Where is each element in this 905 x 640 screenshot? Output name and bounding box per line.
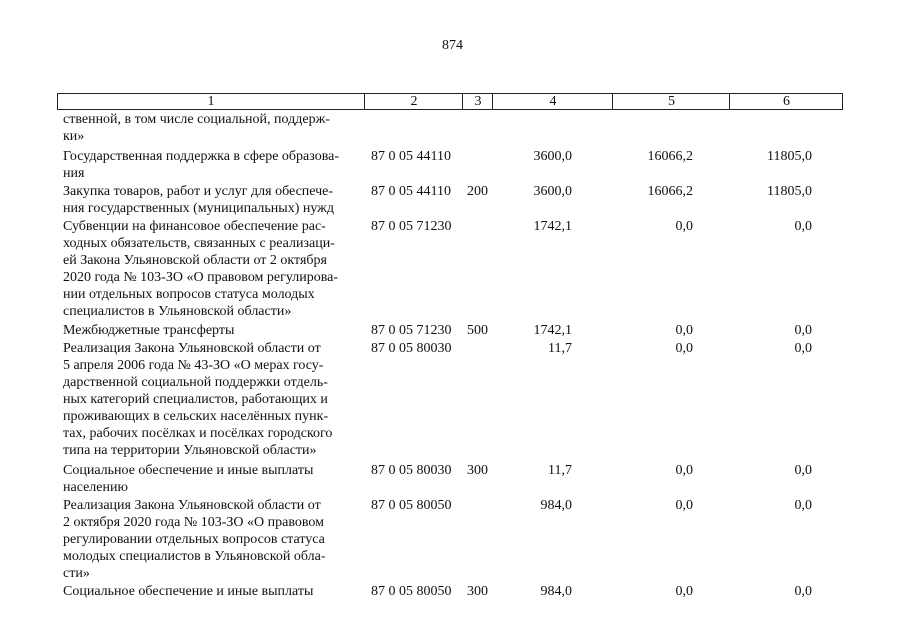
- row-value-col6: 0,0: [794, 323, 812, 338]
- header-col-4: 4: [492, 94, 613, 109]
- header-col-2: 2: [364, 94, 463, 109]
- row-code: 87 0 05 71230: [371, 219, 452, 234]
- row-value-col5: 0,0: [675, 584, 693, 599]
- row-name: ственной, в том числе социальной, поддерж- ки»: [63, 112, 330, 144]
- row-value-col4: 984,0: [540, 498, 572, 513]
- row-name: Социальное обеспечение и иные выплаты: [63, 584, 314, 599]
- row-expense-type: 300: [467, 584, 488, 599]
- row-value-col5: 16066,2: [647, 184, 693, 199]
- row-code: 87 0 05 80050: [371, 498, 452, 513]
- row-expense-type: 300: [467, 463, 488, 478]
- row-name: Межбюджетные трансферты: [63, 323, 235, 338]
- row-name: Субвенции на финансовое обеспечение рас- ходных обязательств, связанных с реализаци- ей Закона Ульяновской области от 2 октября 2020 года № 103-ЗО «О правовом регулирова- нии отдельных вопросов статуса молодых специалистов в Ульяновской области»: [63, 219, 339, 319]
- row-code: 87 0 05 71230: [371, 323, 452, 338]
- row-name: Государственная поддержка в сфере образова- ния: [63, 149, 340, 181]
- row-code: 87 0 05 80030: [371, 341, 452, 356]
- row-value-col6: 0,0: [794, 219, 812, 234]
- row-value-col5: 0,0: [675, 463, 693, 478]
- row-code: 87 0 05 44110: [371, 149, 451, 164]
- page-number: 874: [442, 38, 463, 53]
- row-name: Реализация Закона Ульяновской области от 5 апреля 2006 года № 43-ЗО «О мерах госу- дарственной социальной поддержки отдель- ных категорий специалистов, работающих и проживающих в сельских населённых пунк- тах, рабочих посёлках и посёлках городского типа на территории Ульяновской области»: [63, 341, 333, 458]
- row-value-col6: 0,0: [794, 341, 812, 356]
- row-name: Реализация Закона Ульяновской области от 2 октября 2020 года № 103-ЗО «О правовом регулировании отдельных вопросов статуса молодых специалистов в Ульяновской обла- сти»: [63, 498, 326, 581]
- row-code: 87 0 05 80050: [371, 584, 452, 599]
- row-value-col6: 0,0: [794, 463, 812, 478]
- row-value-col5: 0,0: [675, 498, 693, 513]
- row-value-col4: 1742,1: [533, 323, 572, 338]
- row-expense-type: 500: [467, 323, 488, 338]
- header-col-3: 3: [462, 94, 493, 109]
- row-value-col4: 11,7: [548, 463, 572, 478]
- row-value-col5: 16066,2: [647, 149, 693, 164]
- row-value-col6: 11805,0: [767, 149, 812, 164]
- row-value-col5: 0,0: [675, 219, 693, 234]
- row-code: 87 0 05 80030: [371, 463, 452, 478]
- row-value-col4: 11,7: [548, 341, 572, 356]
- row-code: 87 0 05 44110: [371, 184, 451, 199]
- row-name: Социальное обеспечение и иные выплаты населению: [63, 463, 314, 495]
- row-value-col5: 0,0: [675, 323, 693, 338]
- row-value-col6: 11805,0: [767, 184, 812, 199]
- header-col-5: 5: [612, 94, 730, 109]
- row-value-col6: 0,0: [794, 498, 812, 513]
- row-value-col6: 0,0: [794, 584, 812, 599]
- row-value-col4: 984,0: [540, 584, 572, 599]
- header-col-6: 6: [729, 94, 843, 109]
- row-expense-type: 200: [467, 184, 488, 199]
- row-value-col4: 3600,0: [533, 184, 572, 199]
- row-name: Закупка товаров, работ и услуг для обеспече- ния государственных (муниципальных) нужд: [63, 184, 334, 216]
- table-header: [57, 93, 843, 110]
- row-value-col4: 1742,1: [533, 219, 572, 234]
- row-value-col5: 0,0: [675, 341, 693, 356]
- row-value-col4: 3600,0: [533, 149, 572, 164]
- header-col-1: 1: [207, 94, 215, 109]
